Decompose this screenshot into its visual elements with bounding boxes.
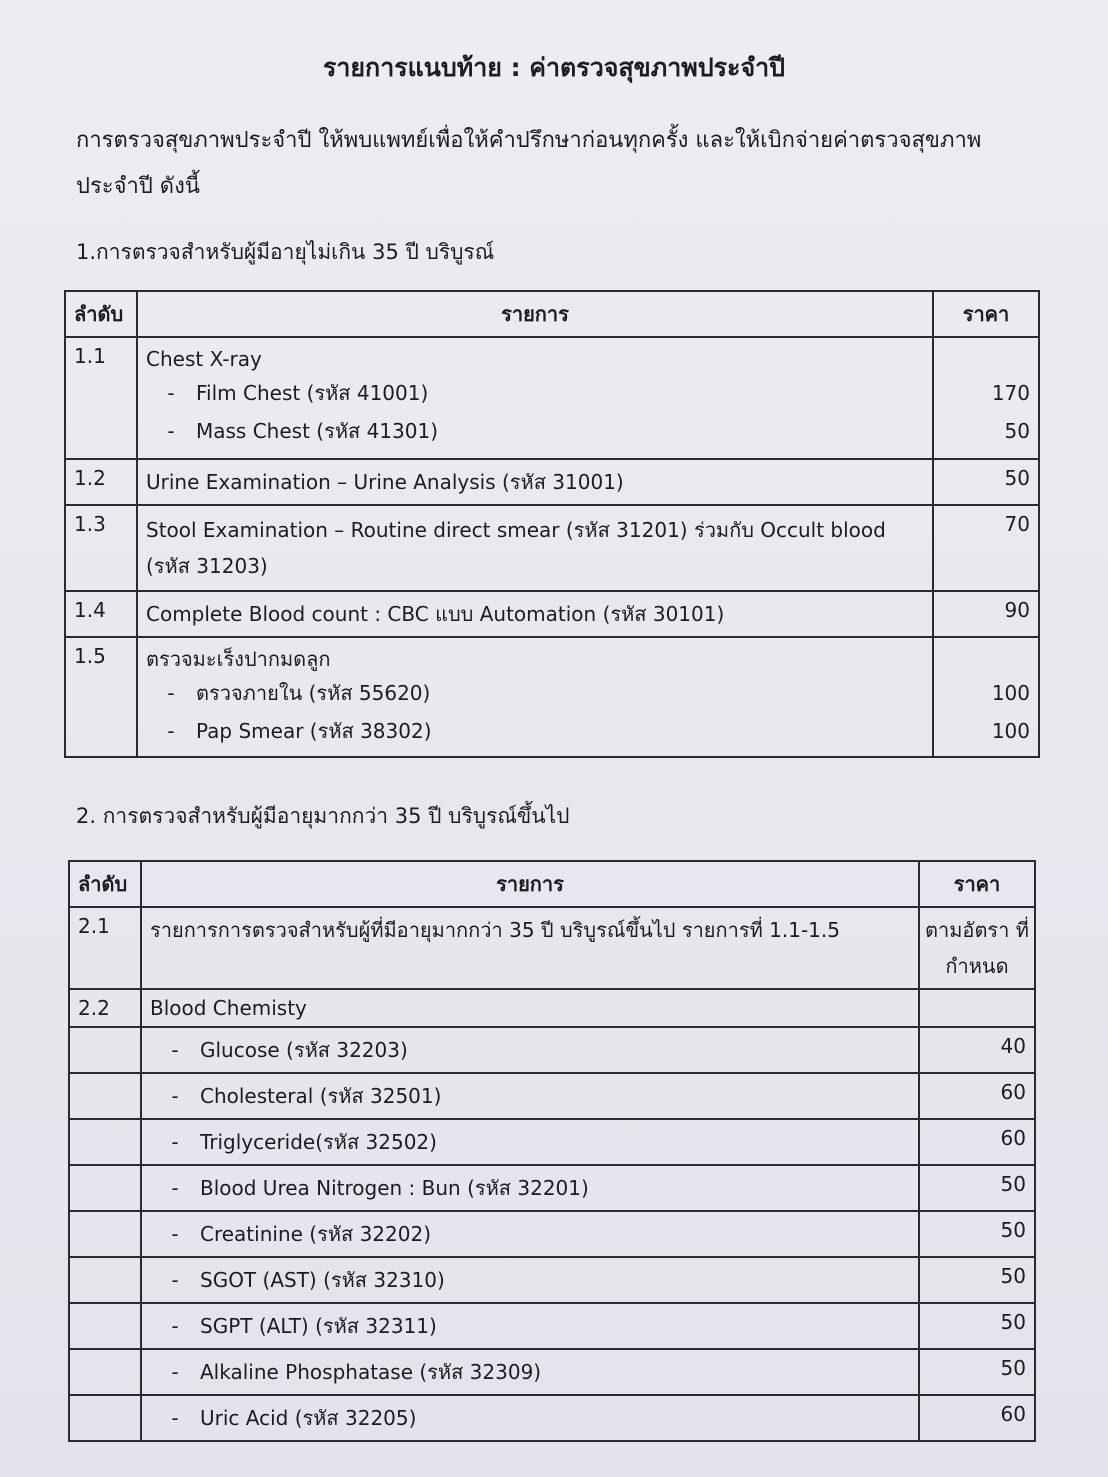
row-no — [69, 1165, 141, 1211]
row-item: - Cholesteral (รหัส 32501) — [141, 1073, 919, 1119]
row-item: ตรวจมะเร็งปากมดลูก - ตรวจภายใน (รหัส 55620) - Pap Smear (รหัส 38302) — [137, 637, 933, 757]
row-item: Blood Chemisty — [141, 989, 919, 1027]
row-price: 50 — [919, 1349, 1035, 1395]
row-item: - Uric Acid (รหัส 32205) — [141, 1395, 919, 1441]
row-price: 50 — [919, 1257, 1035, 1303]
table-row — [65, 459, 1039, 505]
table-header-row — [65, 291, 1039, 337]
header-no: ลำดับ — [69, 861, 141, 907]
row-price: 50 — [919, 1303, 1035, 1349]
row-item: - Glucose (รหัส 32203) — [141, 1027, 919, 1073]
intro-paragraph: การตรวจสุขภาพประจำปี ให้พบแพทย์เพื่อให้คำปรึกษาก่อนทุกครั้ง และให้เบิกจ่ายค่าตรวจสุขภาพประจำปี ดังนี้ — [76, 128, 982, 199]
sub-item: Triglyceride(รหัส 32502) — [200, 1130, 437, 1154]
sub-item: Glucose (รหัส 32203) — [200, 1038, 408, 1062]
row-item: Urine Examination – Urine Analysis (รหัส 31001) — [137, 459, 933, 505]
row-price: 60 — [919, 1119, 1035, 1165]
row-item: - SGOT (AST) (รหัส 32310) — [141, 1257, 919, 1303]
row-item: Complete Blood count : CBC แบบ Automation (รหัส 30101) — [137, 591, 933, 637]
row-price: ตามอัตรา ที่กำหนด — [919, 907, 1035, 989]
row-no: 2.2 — [69, 989, 141, 1027]
row-price: 90 — [933, 591, 1039, 637]
row-item: - Creatinine (รหัส 32202) — [141, 1211, 919, 1257]
sub-item: SGPT (ALT) (รหัส 32311) — [200, 1314, 437, 1338]
sub-item: Creatinine (รหัส 32202) — [200, 1222, 431, 1246]
table-row — [65, 591, 1039, 637]
price-value: 50 — [1004, 419, 1030, 443]
row-item: Chest X-ray - Film Chest (รหัส 41001) - Mass Chest (รหัส 41301) — [137, 337, 933, 459]
sub-item: ตรวจภายใน (รหัส 55620) — [196, 681, 431, 705]
sub-item: Cholesteral (รหัส 32501) — [200, 1084, 442, 1108]
sub-item: Mass Chest (รหัส 41301) — [196, 419, 438, 443]
sub-item: Alkaline Phosphatase (รหัส 32309) — [200, 1360, 542, 1384]
row-price — [933, 637, 1039, 757]
section2-heading: 2. การตรวจสำหรับผู้มีอายุมากกว่า 35 ปี บริบูรณ์ขึ้นไป — [76, 804, 570, 828]
row-item: Stool Examination – Routine direct smear (รหัส 31201) ร่วมกับ Occult blood (รหัส 31203) — [137, 505, 933, 591]
table-row — [69, 1303, 1035, 1349]
table-row — [65, 637, 1039, 757]
table-row — [69, 1257, 1035, 1303]
section1-table — [64, 290, 1040, 758]
table-row — [65, 505, 1039, 591]
row-no — [69, 1027, 141, 1073]
price-value: 100 — [991, 681, 1030, 705]
section1-heading: 1.การตรวจสำหรับผู้มีอายุไม่เกิน 35 ปี บริบูรณ์ — [76, 240, 495, 264]
row-price: 40 — [919, 1027, 1035, 1073]
row-item: - Blood Urea Nitrogen : Bun (รหัส 32201) — [141, 1165, 919, 1211]
header-no: ลำดับ — [65, 291, 137, 337]
row-no — [69, 1073, 141, 1119]
row-price — [933, 337, 1039, 459]
section2-table — [68, 860, 1036, 1442]
row-price: 70 — [933, 505, 1039, 591]
row-no — [69, 1119, 141, 1165]
row-price: 50 — [919, 1211, 1035, 1257]
row-no — [69, 1211, 141, 1257]
header-price: ราคา — [933, 291, 1039, 337]
row-no: 1.1 — [65, 337, 137, 459]
row-price: 50 — [919, 1165, 1035, 1211]
table-header-row — [69, 861, 1035, 907]
sub-item: Uric Acid (รหัส 32205) — [200, 1406, 417, 1430]
table-row — [69, 1119, 1035, 1165]
table-row — [69, 1027, 1035, 1073]
row-no: 1.4 — [65, 591, 137, 637]
row-no — [69, 1257, 141, 1303]
price-value: 100 — [991, 719, 1030, 743]
table-row — [69, 1211, 1035, 1257]
row-price: 60 — [919, 1073, 1035, 1119]
table-row — [69, 1349, 1035, 1395]
row-no: 1.5 — [65, 637, 137, 757]
table-row — [65, 337, 1039, 459]
row-no: 1.3 — [65, 505, 137, 591]
row-no — [69, 1349, 141, 1395]
header-item: รายการ — [141, 861, 919, 907]
row-no: 2.1 — [69, 907, 141, 989]
header-price: ราคา — [919, 861, 1035, 907]
header-item: รายการ — [137, 291, 933, 337]
sub-item: SGOT (AST) (รหัส 32310) — [200, 1268, 445, 1292]
row-price: 50 — [933, 459, 1039, 505]
table-row — [69, 907, 1035, 989]
row-item: - SGPT (ALT) (รหัส 32311) — [141, 1303, 919, 1349]
page-title: รายการแนบท้าย : ค่าตรวจสุขภาพประจำปี — [322, 53, 786, 82]
price-value: 170 — [991, 381, 1030, 405]
row-item: - Triglyceride(รหัส 32502) — [141, 1119, 919, 1165]
row-no — [69, 1395, 141, 1441]
row-price: 60 — [919, 1395, 1035, 1441]
row-price — [919, 989, 1035, 1027]
row-item: รายการการตรวจสำหรับผู้ที่มีอายุมากกว่า 35 ปี บริบูรณ์ขึ้นไป รายการที่ 1.1-1.5 — [141, 907, 919, 989]
sub-item: Blood Urea Nitrogen : Bun (รหัส 32201) — [200, 1176, 589, 1200]
table-row — [69, 1165, 1035, 1211]
row-no — [69, 1303, 141, 1349]
table-row — [69, 1073, 1035, 1119]
sub-item: Pap Smear (รหัส 38302) — [196, 719, 432, 743]
row-item: - Alkaline Phosphatase (รหัส 32309) — [141, 1349, 919, 1395]
sub-item: Film Chest (รหัส 41001) — [196, 381, 429, 405]
table-row — [69, 989, 1035, 1027]
row-no: 1.2 — [65, 459, 137, 505]
table-row — [69, 1395, 1035, 1441]
